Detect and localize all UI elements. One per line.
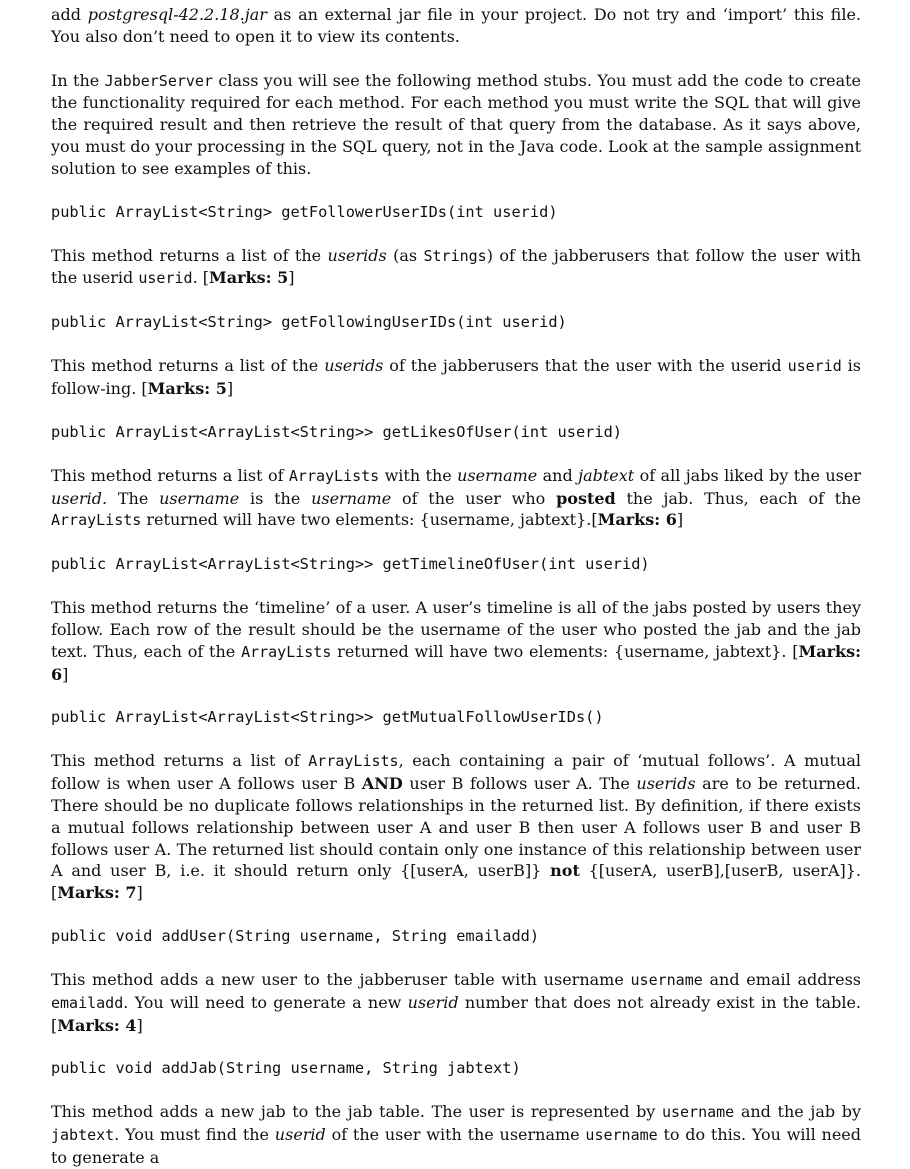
method-signature-getMutualFollowUserIDs: public ArrayList<ArrayList<String>> getMutualFollowUserIDs()	[51, 708, 604, 727]
marks-label: Marks: 6	[51, 641, 861, 684]
method-signature-addUser: public void addUser(String username, String emailadd)	[51, 926, 540, 945]
jar-filename: postgresql-42.2.18.jar	[87, 5, 267, 24]
method-description-getMutualFollowUserIDs: This method returns a list of ArrayLists, each containing a pair of ‘mutual follows’. A mutual follow is when user A follows user B AND user B follows user A. The userids are to be returned. There should be no duplicate follows relationships in the returned list. By definition, if there exists a mutual follows relationship between user A and user B then user A follows user B and user B follows user A. The returned list should contain only one instance of this relationship between user A and user B, i.e. it should return only {[userA, userB]} not {[userA, userB],[userB, userA]}. [Marks: 7]	[51, 751, 861, 903]
intro-jar-paragraph: add postgresql-42.2.18.jar as an external jar file in your project. Do not try and ‘import’ this file. You also don’t need to open it to view its contents.	[51, 5, 862, 46]
marks-label: Marks: 5	[147, 378, 227, 398]
class-name: JabberServer	[104, 71, 213, 90]
marks-label: Marks: 4	[57, 1015, 137, 1035]
method-stubs-intro-paragraph: In the JabberServer class you will see the following method stubs. You must add the code to create the functionality required for each method. For each method you must write the SQL that will give the required result and then retrieve the result of that query from the database. As it says above, you must do your processing in the SQL query, not in the Java code. Look at the sample assignment solution to see examples of this.	[51, 70, 862, 178]
method-signature-getFollowingUserIDs: public ArrayList<String> getFollowingUserIDs(int userid)	[51, 313, 567, 332]
document-page	[51, 4, 861, 1169]
marks-label: Marks: 6	[597, 510, 677, 530]
method-description-getFollowerUserIDs: This method returns a list of the userids (as Strings) of the jabberusers that follow the user with the userid userid. [Marks: 5]	[51, 245, 861, 288]
method-description-getTimelineOfUser: This method returns the ‘timeline’ of a user. A user’s timeline is all of the jabs posted by users they follow. Each row of the result should be the username of the user who posted the jab and the jab text. Thus, each of the ArrayLists returned will have two elements: {username, jabtext}. [Marks: 6]	[51, 598, 861, 684]
method-signature-getTimelineOfUser: public ArrayList<ArrayList<String>> getTimelineOfUser(int userid)	[51, 555, 650, 574]
method-signature-getLikesOfUser: public ArrayList<ArrayList<String>> getLikesOfUser(int userid)	[51, 422, 622, 441]
method-description-addJab: This method adds a new jab to the jab table. The user is represented by username and the jab by jabtext. You must find the userid of the user with the username username to do this. You will need to generate a	[51, 1102, 861, 1167]
marks-label: Marks: 5	[208, 268, 289, 288]
method-description-addUser: This method adds a new user to the jabberuser table with username username and email address emailadd. You will need to generate a new userid number that does not already exist in the table. [Marks: 4]	[51, 969, 862, 1035]
method-description-getFollowingUserIDs: This method returns a list of the userids of the jabberusers that the user with the userid userid is follow-ing. [Marks: 5]	[51, 356, 862, 398]
method-signature-addJab: public void addJab(String username, String jabtext)	[51, 1059, 521, 1078]
marks-label: Marks: 7	[57, 883, 137, 903]
method-signature-getFollowerUserIDs: public ArrayList<String> getFollowerUserIDs(int userid)	[51, 202, 558, 221]
method-description-getLikesOfUser: This method returns a list of ArrayLists with the username and jabtext of all jabs liked by the user userid. The username is the username of the user who posted the jab. Thus, each of the ArrayLists returned will have two elements: {username, jabtext}.[Marks: 6]	[51, 465, 862, 530]
